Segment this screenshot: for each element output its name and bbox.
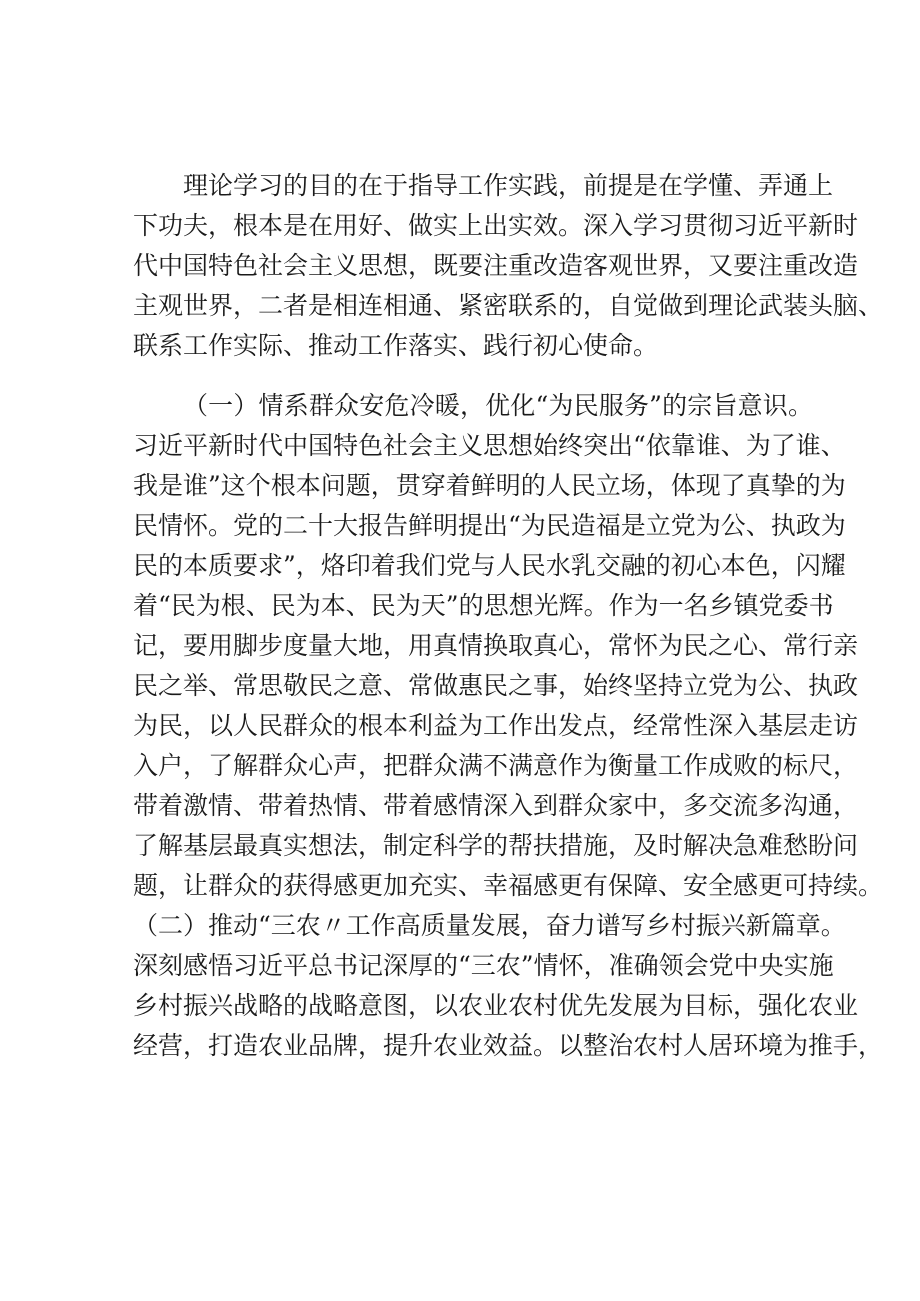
paragraph-2-line-5: 民的本质要求”，烙印着我们党与人民水乳交融的初心本色，闪耀 <box>133 551 846 580</box>
paragraph-3-line-5 <box>133 1066 813 1106</box>
paragraph-3-line-4: 经营，打造农业品牌，提升农业效益。以整治农村人居环境为推手， <box>133 1031 884 1060</box>
paragraph-2-line-4: 民情怀。党的二十大报告鲜明提出“为民造福是立党为公、执政为 <box>133 511 846 540</box>
paragraph-2-line-13: 题，让群众的获得感更加充实、幸福感更有保障、安全感更可持续。 <box>133 871 884 900</box>
paragraph-2-line-10: 入户，了解群众心声，把群众满不满意作为衡量工作成败的标尺， <box>133 751 859 780</box>
paragraph-1-line-4: 主观世界，二者是相连相通、紧密联系的，自觉做到理论武装头脑、 <box>133 291 884 320</box>
paragraph-2-line-6: 着“民为根、民为本、民为天”的思想光辉。作为一名乡镇党委书 <box>133 591 834 620</box>
paragraph-3-line-2: 深刻感悟习近平总书记深厚的“三农”情怀，准确领会党中央实施 <box>133 951 834 980</box>
paragraph-1-line-3: 代中国特色社会主义思想，既要注重改造客观世界，又要注重改造 <box>133 251 859 280</box>
paragraph-2-line-8: 民之举、常思敬民之意、常做惠民之事，始终坚持立党为公、执政 <box>133 671 859 700</box>
paragraph-1-line-5: 联系工作实际、推动工作落实、践行初心使命。 <box>133 331 659 360</box>
paragraph-2-line-7: 记，要用脚步度量大地，用真情换取真心，常怀为民之心、常行亲 <box>133 631 859 660</box>
paragraph-1-line-2: 下功夫，根本是在用好、做实上出实效。深入学习贯彻习近平新时 <box>133 211 859 240</box>
paragraph-2-heading-line: （一）情系群众安危冷暖，优化“为民服务”的宗旨意识。 <box>183 391 813 420</box>
paragraph-3-line-3: 乡村振兴战略的战略意图，以农业农村优先发展为目标，强化农业 <box>133 991 859 1020</box>
paragraph-2-line-11: 带着激情、带着热情、带着感情深入到群众家中，多交流多沟通， <box>133 791 859 820</box>
paragraph-2-line-9: 为民，以人民群众的根本利益为工作出发点，经常性深入基层走访 <box>133 711 859 740</box>
paragraph-2-line-12: 了解基层最真实想法，制定科学的帮扶措施，及时解决急难愁盼问 <box>133 831 859 860</box>
paragraph-2-line-3: 我是谁”这个根本问题，贯穿着鲜明的人民立场，体现了真挚的为 <box>133 471 846 500</box>
paragraph-2-line-2: 习近平新时代中国特色社会主义思想始终突出“依靠谁、为了谁、 <box>133 431 846 460</box>
paragraph-3-heading-line: （二）推动“三农〃工作高质量发展，奋力谱写乡村振兴新篇章。 <box>133 911 846 940</box>
paragraph-1-line-1: 理论学习的目的在于指导工作实践，前提是在学懂、弄通上 <box>183 171 834 200</box>
